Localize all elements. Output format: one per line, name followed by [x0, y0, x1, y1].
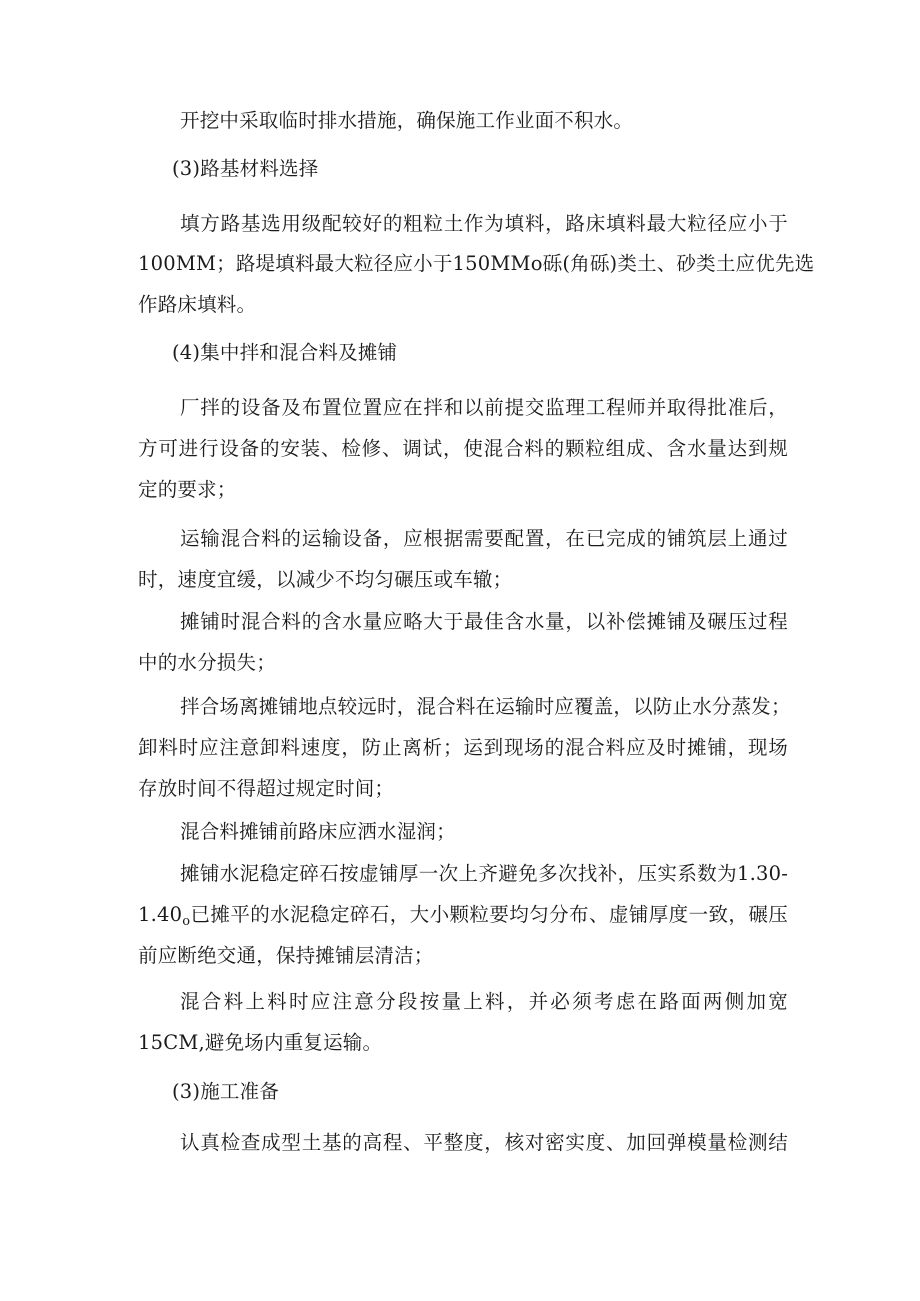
paragraph-line: 摊铺水泥稳定碎石按虚铺厚一次上齐避免多次找补，压实系数为1.30-	[180, 862, 788, 885]
paragraph-line: 混合料上料时应注意分段按量上料，并必须考虑在路面两侧加宽	[180, 990, 788, 1013]
paragraph-line: 方可进行设备的安装、检修、调试，使混合料的颗粒组成、含水量达到规	[138, 437, 788, 460]
paragraph-line: 前应断绝交通，保持摊铺层清洁；	[138, 944, 434, 967]
section-heading: (3)施工准备	[172, 1080, 280, 1103]
paragraph-line: 摊铺时混合料的含水量应略大于最佳含水量，以补偿摊铺及碾压过程	[180, 610, 788, 633]
paragraph-line: 填方路基选用级配较好的粗粒土作为填料，路床填料最大粒径应小于	[180, 212, 788, 235]
paragraph-line: 拌合场离摊铺地点较远时，混合料在运输时应覆盖，以防止水分蒸发；	[180, 695, 791, 718]
subscript-text: o	[182, 914, 191, 929]
paragraph-line: 认真检查成型土基的高程、平整度，核对密实度、加回弹模量检测结	[180, 1131, 788, 1154]
value-text: 1.40	[138, 903, 183, 926]
paragraph-line: 100MM；路堤填料最大粒径应小于150MMo砾(角砾)类土、砂类土应优先选	[138, 252, 815, 275]
paragraph-line: 卸料时应注意卸料速度，防止离析；运到现场的混合料应及时摊铺，现场	[138, 736, 788, 759]
paragraph-text: 已摊平的水泥稳定碎石，大小颗粒要均匀分布、虚铺厚度一致，碾压	[190, 903, 788, 926]
paragraph-line: 混合料摊铺前路床应洒水湿润；	[180, 820, 456, 843]
section-heading: (3)路基材料选择	[172, 157, 319, 180]
paragraph-line: 中的水分损失；	[138, 651, 276, 674]
paragraph-line: 15CM,避免场内重复运输。	[138, 1031, 383, 1054]
paragraph-line	[138, 902, 788, 928]
paragraph-line: 厂拌的设备及布置位置应在拌和以前提交监理工程师并取得批准后，	[180, 396, 788, 419]
paragraph-line: 存放时间不得超过规定时间；	[138, 777, 395, 800]
paragraph-line: 时，速度宜缓，以减少不均匀碾压或车辙；	[138, 568, 513, 591]
paragraph-line: 运输混合料的运输设备，应根据需要配置，在已完成的铺筑层上通过	[180, 527, 788, 550]
section-heading: (4)集中拌和混合料及摊铺	[172, 341, 398, 364]
paragraph-line: 作路床填料。	[138, 293, 257, 316]
paragraph-line: 定的要求；	[138, 478, 237, 501]
paragraph-line: 开挖中采取临时排水措施，确保施工作业面不积水。	[180, 109, 634, 132]
